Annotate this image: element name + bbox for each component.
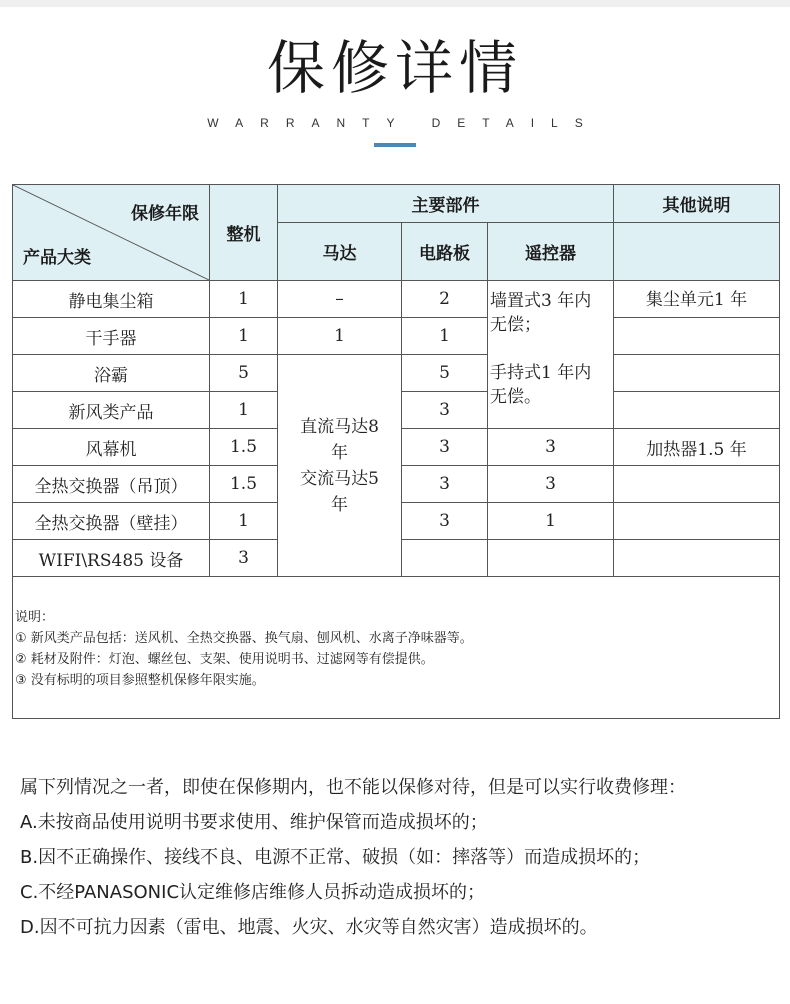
other-note	[614, 392, 780, 429]
other-note: 加热器1.5 年	[614, 429, 780, 466]
remote-handheld-line-2: 无偿。	[490, 387, 541, 407]
motor-years: 1	[278, 318, 402, 355]
table-row	[13, 355, 780, 392]
page-title: 保修详情	[266, 34, 523, 102]
notes-cell	[13, 577, 780, 719]
remote-handheld-line: 手持式1 年内	[490, 363, 592, 383]
other-note: 集尘单元1 年	[614, 281, 780, 318]
table-row	[13, 318, 780, 355]
board-years: 3	[402, 429, 488, 466]
page-subtitle: WARRANTY DETAILS	[207, 116, 600, 130]
product-name: 静电集尘箱	[13, 281, 210, 318]
whole-years: 3	[210, 540, 278, 577]
main-parts-header: 主要部件	[278, 185, 614, 223]
board-years: 3	[402, 503, 488, 540]
board-years	[488, 540, 614, 577]
product-name: 风幕机	[13, 429, 210, 466]
dc-motor-line: 直流马达8	[300, 416, 379, 437]
product-name: 全热交换器（壁挂）	[13, 503, 210, 540]
other-notes-header: 其他说明	[614, 185, 780, 223]
whole-years: 1	[210, 392, 278, 429]
whole-years: 1	[210, 318, 278, 355]
motor-years	[402, 540, 488, 577]
exclusion-item: A.未按商品使用说明书要求使用、维护保管而造成损坏的；	[20, 812, 488, 833]
product-name: 浴霸	[13, 355, 210, 392]
dc-motor-line-2: 年	[331, 442, 348, 463]
motor-years: –	[278, 281, 402, 318]
product-name: 全热交换器（吊顶）	[13, 466, 210, 503]
note-item: ① 新风类产品包括：送风机、全热交换器、换气扇、刨风机、水离子净味器等。	[15, 631, 473, 646]
table-row	[13, 281, 780, 318]
other-note	[614, 355, 780, 392]
remote-years	[614, 540, 780, 577]
remote-years: 1	[488, 503, 614, 540]
exclusions-section	[20, 770, 780, 945]
table-header-row	[13, 185, 780, 223]
whole-years: 1.5	[210, 466, 278, 503]
warranty-table	[12, 184, 780, 719]
ac-motor-line: 交流马达5	[300, 468, 379, 489]
motor-header: 马达	[278, 223, 402, 281]
exclusions-intro: 属下列情况之一者，即使在保修期内，也不能以保修对待，但是可以实行收费修理：	[20, 777, 686, 798]
remote-years: 3	[488, 466, 614, 503]
category-label: 产品大类	[23, 248, 91, 268]
board-years: 1	[402, 318, 488, 355]
exclusion-item: D.因不可抗力因素（雷电、地震、火灾、水灾等自然灾害）造成损坏的。	[20, 917, 598, 938]
board-years: 2	[402, 281, 488, 318]
diagonal-header-cell	[13, 185, 210, 281]
board-years: 5	[402, 355, 488, 392]
board-years: 3	[402, 392, 488, 429]
notes-heading: 说明：	[15, 610, 55, 625]
note-item: ② 耗材及附件：灯泡、螺丝包、支架、使用说明书、过滤网等有偿提供。	[15, 652, 434, 667]
product-name: 新风类产品	[13, 392, 210, 429]
whole-years: 1	[210, 281, 278, 318]
ac-motor-line-2: 年	[331, 494, 348, 515]
remote-wall-line: 墙置式3 年内	[490, 291, 592, 311]
remote-years: 3	[488, 429, 614, 466]
remote-header: 遥控器	[488, 223, 614, 281]
whole-years: 1.5	[210, 429, 278, 466]
exclusion-item: C.不经PANASONIC认定维修店维修人员拆动造成损坏的；	[20, 882, 486, 903]
remote-wall-line-2: 无偿；	[490, 315, 541, 335]
other-subheader-blank	[614, 223, 780, 281]
remote-merged-cell	[488, 281, 614, 429]
circuit-board-header: 电路板	[402, 223, 488, 281]
product-name: WIFI\RS485 设备	[13, 540, 210, 577]
board-years: 3	[402, 466, 488, 503]
note-item: ③ 没有标明的项目参照整机保修年限实施。	[15, 673, 265, 688]
whole-unit-header: 整机	[210, 185, 278, 281]
product-name: 干手器	[13, 318, 210, 355]
whole-years: 1	[210, 503, 278, 540]
whole-years: 5	[210, 355, 278, 392]
period-label: 保修年限	[131, 204, 199, 224]
top-strip	[0, 0, 790, 7]
motor-merged-cell	[278, 355, 402, 577]
other-note	[614, 466, 780, 503]
exclusion-item: B.因不正确操作、接线不良、电源不正常、破损（如：摔落等）而造成损坏的；	[20, 847, 651, 868]
notes-row	[13, 577, 780, 719]
other-note	[614, 503, 780, 540]
title-accent-bar	[374, 143, 416, 147]
other-note	[614, 318, 780, 355]
